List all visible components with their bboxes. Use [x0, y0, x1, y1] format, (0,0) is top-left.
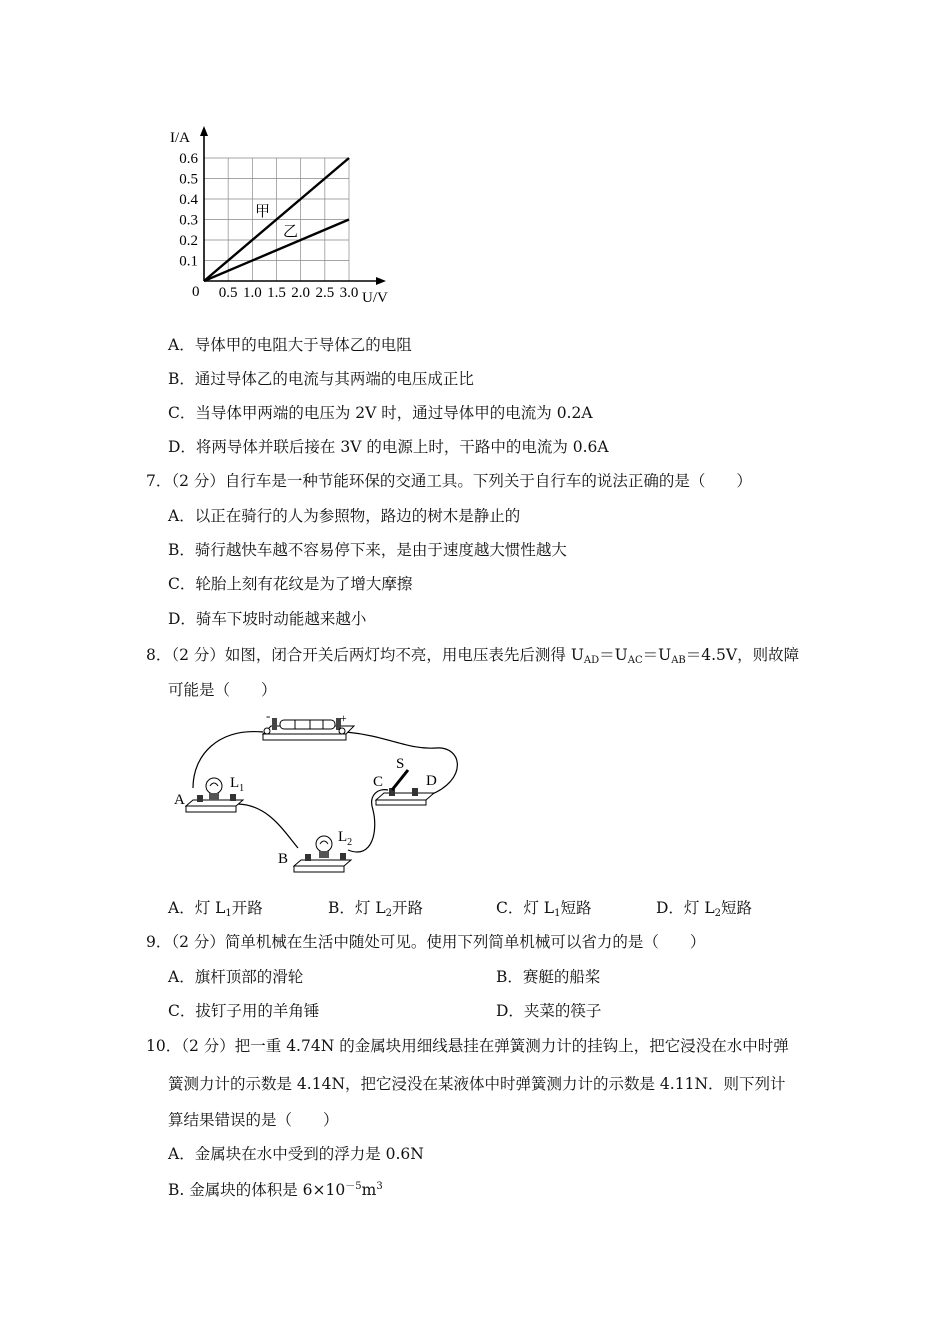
q7-stem: 7．（2 分）自行车是一种节能环保的交通工具。下列关于自行车的说法正确的是（ ）: [146, 472, 752, 490]
lamp-l1-label: $L_1$: [230, 775, 245, 794]
q9-option-c[interactable]: C．拔钉子用的羊角锤: [168, 1002, 320, 1020]
point-a-label: A: [174, 792, 185, 808]
x-tick-label: 3.0: [339, 285, 359, 301]
q8-sub-ac: AC: [627, 655, 643, 666]
y-tick-label: 0.3: [179, 212, 198, 229]
x-tick-label: 2.5: [315, 285, 335, 301]
q6-option-a[interactable]: A．导体甲的电阻大于导体乙的电阻: [168, 336, 412, 354]
q8-eq2: ＝U: [642, 646, 672, 664]
q6-option-b[interactable]: B．通过导体乙的电流与其两端的电压成正比: [168, 370, 474, 388]
point-b-label: B: [278, 851, 289, 867]
y-axis-label: I/A: [170, 130, 190, 146]
x-tick-label: 0.5: [218, 285, 238, 301]
x-axis-label: U/V: [362, 290, 388, 306]
q8-eq1: ＝U: [599, 646, 628, 664]
point-c-label: C: [373, 774, 384, 790]
q7-option-b[interactable]: B．骑行越快车越不容易停下来，是由于速度越大惯性越大: [168, 541, 567, 559]
lamp-l2-label: $L_2$: [338, 829, 353, 848]
series-label-jia: 甲: [255, 204, 271, 220]
q7-option-c[interactable]: C．轮胎上刻有花纹是为了增大摩擦: [168, 575, 413, 593]
battery-minus: -: [266, 710, 271, 723]
q6-option-c[interactable]: C．当导体甲两端的电压为 2V 时，通过导体甲的电流为 0.2A: [168, 404, 593, 422]
q9-stem: 9．（2 分）简单机械在生活中随处可见。使用下列简单机械可以省力的是（ ）: [146, 933, 706, 951]
x-tick-label: 1.0: [242, 285, 262, 301]
q10-option-a[interactable]: A．金属块在水中受到的浮力是 0.6N: [168, 1145, 424, 1163]
q8-option-c[interactable]: C．灯 $L_1$短路: [496, 899, 592, 919]
q10-stem-line3: 算结果错误的是（ ）: [168, 1111, 339, 1129]
battery: [263, 710, 354, 740]
q9-option-a[interactable]: A．旗杆顶部的滑轮: [168, 968, 304, 986]
q10-stem-line2: 簧测力计的示数是 4.14N，把它浸没在某液体中时弹簧测力计的示数是 4.11N．则下列计: [168, 1075, 786, 1093]
x-tick-label: 1.5: [267, 285, 286, 301]
point-d-label: D: [426, 773, 437, 789]
q8-stem: [146, 644, 799, 666]
q8-stem-part1: 8．（2 分）如图，闭合开关后两灯均不亮，用电压表先后测得 U: [146, 646, 584, 664]
battery-plus: +: [340, 711, 347, 725]
series-label-yi: 乙: [283, 224, 299, 240]
q6-option-d[interactable]: D．将两导体并联后接在 3V 的电源上时，干路中的电流为 0.6A: [168, 438, 609, 456]
q10-stem-line1: 10．（2 分）把一重 4.74N 的金属块用细线悬挂在弹簧测力计的挂钩上，把它浸没在水中时弹: [146, 1037, 789, 1055]
iu-graph: [150, 118, 400, 310]
q10-option-b[interactable]: B. 金属块的体积是 $6\times 10^{-5}m^3$: [168, 1181, 383, 1199]
y-tick-label: 0.1: [179, 253, 198, 270]
y-tick-label: 0.5: [179, 171, 198, 188]
circuit-diagram: [168, 710, 468, 880]
q8-option-b[interactable]: B．灯 $L_2$开路: [328, 899, 424, 919]
q7-option-a[interactable]: A．以正在骑行的人为参照物，路边的树木是静止的: [168, 507, 521, 525]
q9-option-d[interactable]: D．夹菜的筷子: [496, 1002, 602, 1020]
q8-stem-line2: 可能是（ ）: [168, 681, 277, 699]
wire-battery-to-lamp1: [193, 732, 263, 788]
q8-sub-ab: AB: [671, 655, 686, 666]
q7-option-d[interactable]: D．骑车下坡时动能越来越小: [168, 610, 367, 628]
q9-option-b[interactable]: B．赛艇的船桨: [496, 968, 601, 986]
switch-s-label: S: [396, 756, 405, 772]
q8-option-a[interactable]: A．灯 $L_1$开路: [168, 899, 263, 919]
wire-lamp1-to-lamp2: [238, 804, 298, 848]
q8-stem-part2: ＝4.5V，则故障: [685, 646, 800, 664]
x-tick-label: 2.0: [291, 285, 311, 301]
q8-option-d[interactable]: D．灯 $L_2$短路: [656, 899, 753, 919]
q8-sub-ad: AD: [583, 655, 600, 666]
y-tick-label: 0.4: [179, 192, 198, 208]
y-tick-label: 0.2: [179, 233, 198, 249]
y-tick-label: 0.6: [179, 151, 198, 167]
origin-label: 0: [192, 284, 200, 300]
